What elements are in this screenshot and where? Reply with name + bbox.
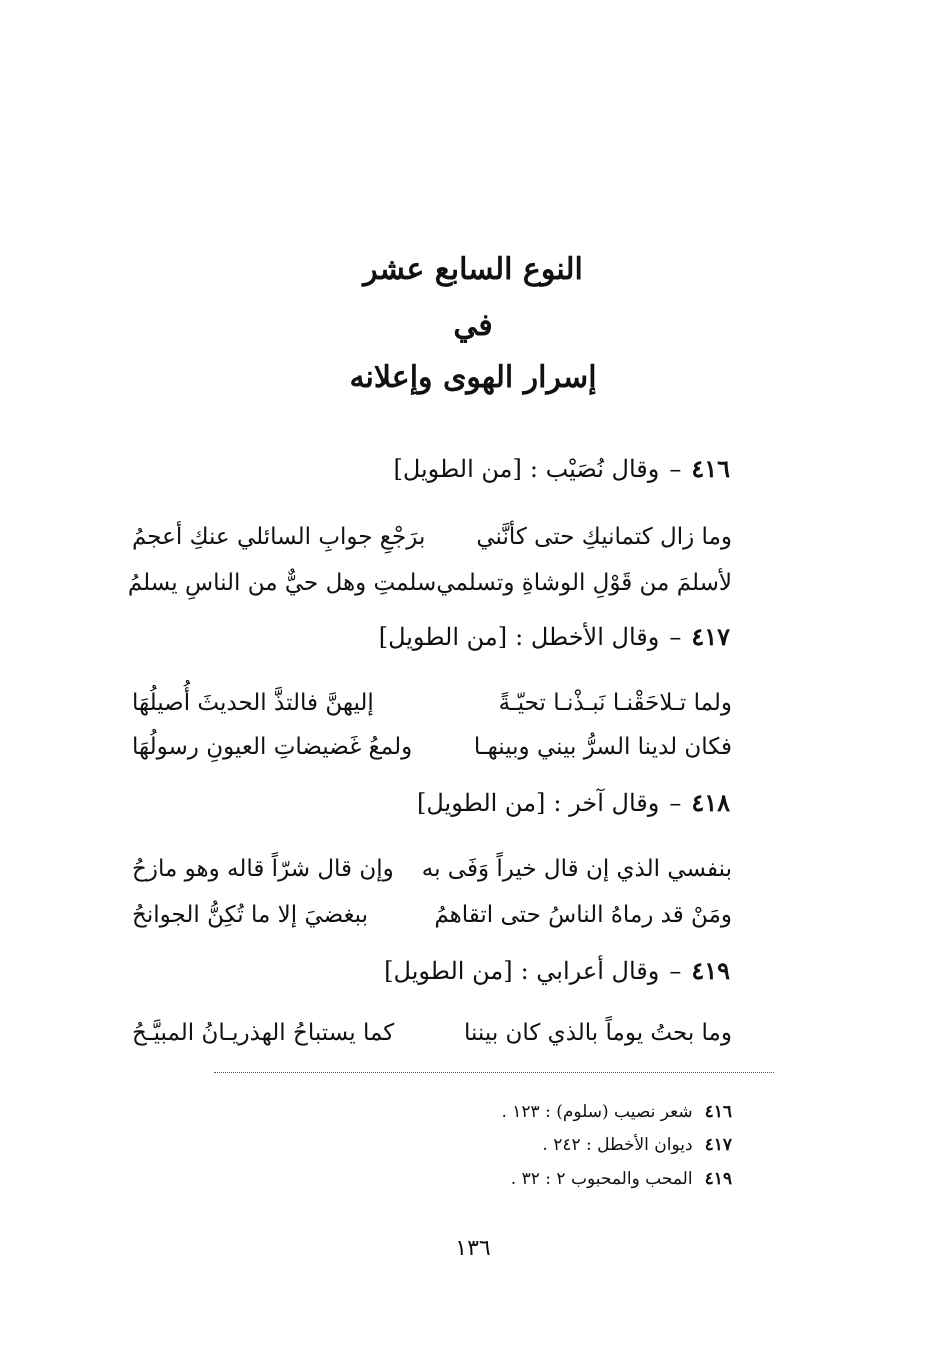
verse-second-hemistich: وإن قال شرّاً قاله وهو مازحُ (132, 856, 394, 882)
entry-number: ٤١٨ (691, 788, 730, 817)
entry-number: ٤١٦ (691, 454, 730, 483)
verse-second-hemistich: كما يستباحُ الهذريـانُ المبيَّـحُ (132, 1020, 395, 1046)
chapter-subtitle (0, 358, 946, 398)
footnote-text: شعر نصيب (سلوم) : ١٢٣ . (501, 1102, 693, 1122)
entry-heading-416 (393, 452, 730, 486)
verse-first-hemistich: ولما تـلاحَقْنـا نَبـذْنـا تحيّـةً (498, 690, 732, 716)
entry-heading-418 (417, 786, 730, 820)
footnote-separator (214, 1072, 774, 1073)
entry-dash: – (669, 789, 682, 817)
page-number: ١٣٦ (455, 1236, 491, 1261)
entry-meter: [من الطويل] (384, 957, 513, 985)
entry-dash: – (669, 455, 682, 483)
entry-heading-417 (379, 620, 730, 654)
entry-number: ٤١٧ (691, 622, 730, 651)
verse-first-hemistich: ومَنْ قد رماهُ الناسُ حتى اتقاهمُ (434, 902, 732, 928)
entry-meter: [من الطويل] (393, 455, 522, 483)
verse-second-hemistich: ولمعُ غَضيضاتِ العيونِ رسولُهَا (132, 734, 413, 760)
verse-line (132, 852, 732, 886)
entry-intro: وقال آخر : (553, 789, 660, 817)
chapter-title-line-3: إسرار الهوى وإعلانه (349, 360, 597, 395)
entry-intro: وقال نُصَيْب : (529, 455, 660, 483)
verse-second-hemistich: سلمتِ وهل حيٌّ من الناسِ يسلمُ (127, 570, 437, 596)
verse-line (127, 566, 732, 600)
verse-line (132, 686, 732, 720)
chapter-title-connector (0, 306, 946, 346)
footnote-text: المحب والمحبوب ٢ : ٣٢ . (510, 1169, 693, 1189)
entry-dash: – (669, 957, 682, 985)
verse-first-hemistich: وما بحتُ يوماً بالذي كان بيننا (463, 1020, 732, 1046)
verse-first-hemistich: فكان لدينا السرُّ بيني وبينهـا (473, 734, 732, 760)
verse-line (132, 520, 732, 554)
entry-meter: [من الطويل] (378, 623, 508, 651)
footnote (542, 1132, 732, 1158)
footnote-text: ديوان الأخطل : ٢٤٢ . (542, 1135, 693, 1155)
entry-dash: – (669, 623, 682, 651)
verse-first-hemistich: بنفسي الذي إن قال خيراً وَفَى به (421, 856, 732, 882)
entry-intro: وقال الأخطل : (515, 623, 660, 651)
verse-second-hemistich: ببغضيَ إلا ما تُكِنُّ الجوانحُ (132, 902, 369, 928)
verse-second-hemistich: برَجْعِ جوابِ السائلي عنكِ أعجمُ (132, 524, 426, 550)
verse-first-hemistich: لأسلمَ من قَوْلِ الوشاةِ وتسلمي (436, 570, 732, 596)
verse-line (132, 730, 732, 764)
footnote (501, 1099, 732, 1125)
footnote-number: ٤١٩ (704, 1169, 732, 1189)
verse-first-hemistich: وما زال كتمانيكِ حتى كأنَّني (476, 524, 732, 550)
entry-meter: [من الطويل] (417, 789, 546, 817)
chapter-title (0, 250, 946, 290)
verse-line (132, 898, 732, 932)
chapter-title-line-1: النوع السابع عشر (363, 252, 583, 287)
entry-number: ٤١٩ (691, 956, 730, 985)
entry-intro: وقال أعرابي : (520, 957, 660, 985)
footnote-number: ٤١٦ (704, 1102, 732, 1122)
entry-heading-419 (384, 954, 730, 988)
chapter-title-line-2: في (453, 308, 493, 343)
verse-second-hemistich: إليهنَّ فالتذَّ الحديثَ أُصيلُهَا (132, 690, 374, 716)
footnote-number: ٤١٧ (704, 1135, 732, 1155)
footnote (511, 1166, 732, 1192)
verse-line (132, 1016, 732, 1050)
